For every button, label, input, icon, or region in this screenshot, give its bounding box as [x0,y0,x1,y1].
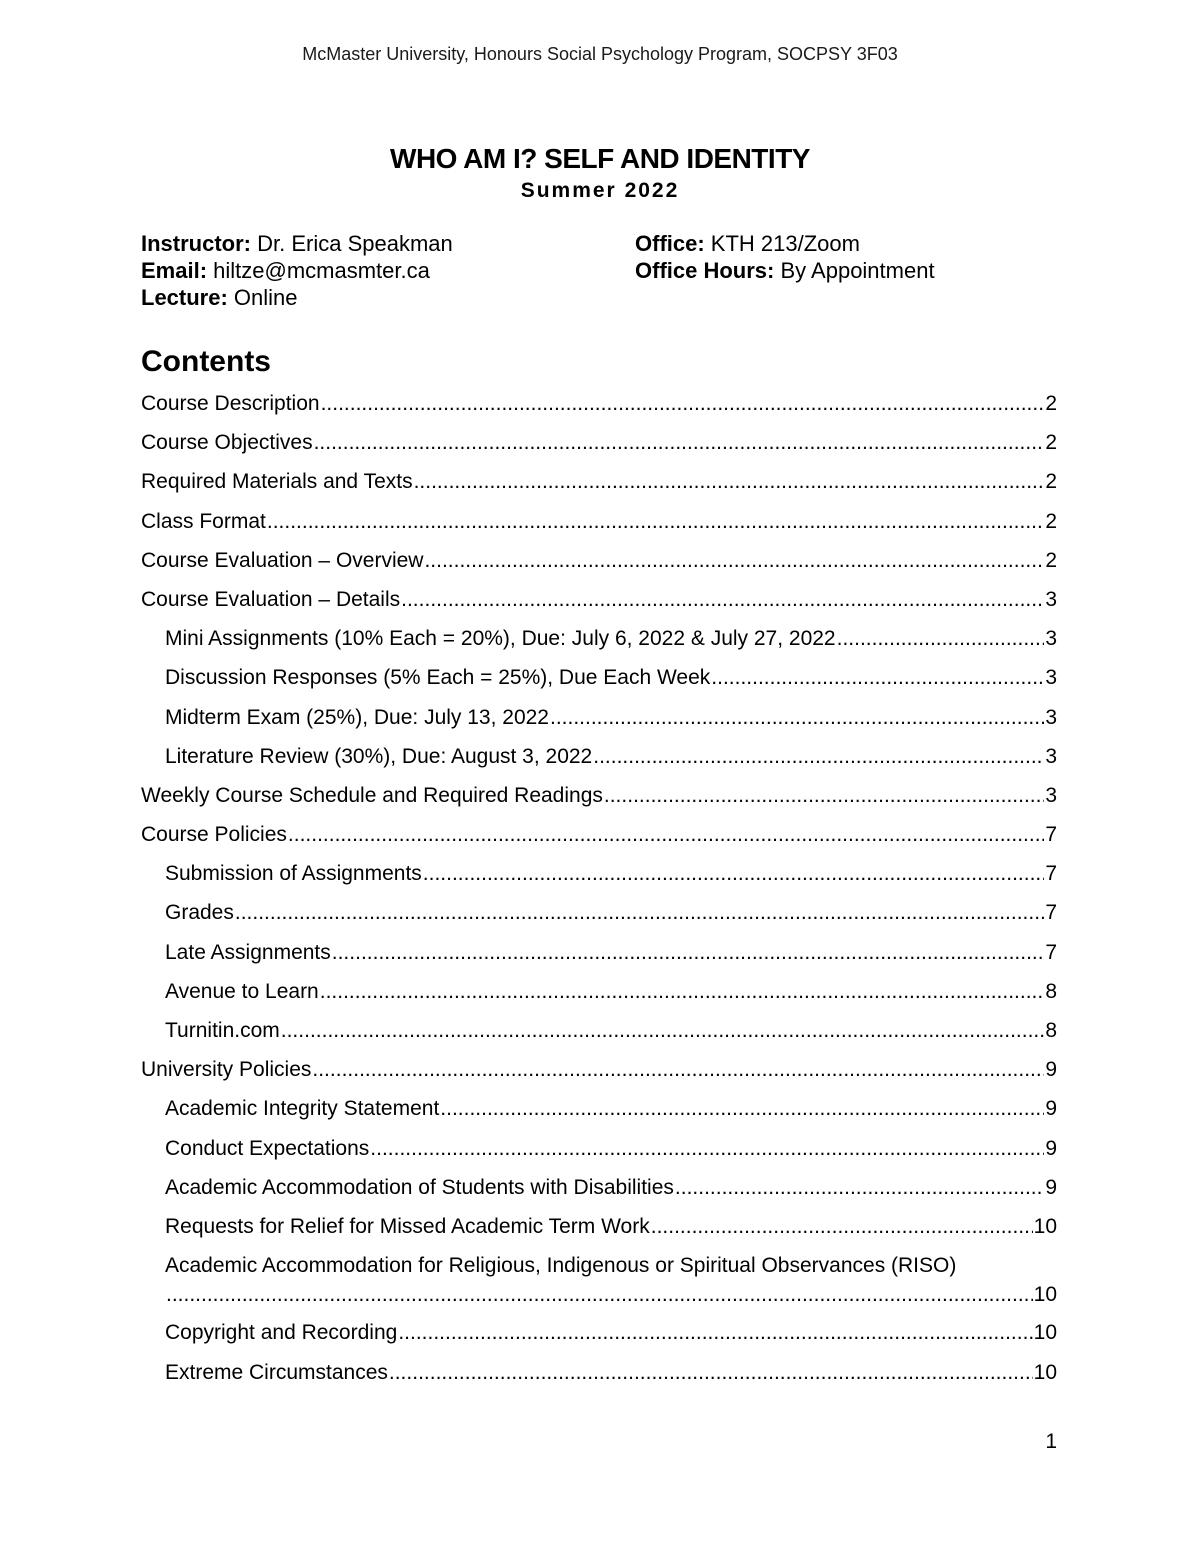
toc-entry-page: 2 [1045,509,1057,533]
toc-entry-copyright-recording[interactable] [141,1318,1057,1357]
office-hours-value: By Appointment [774,258,935,283]
toc-entry-label: Midterm Exam (25%), Due: July 13, 2022 [165,705,549,729]
toc-entry-label: Mini Assignments (10% Each = 20%), Due: July 6, 2022 & July 27, 2022 [165,627,836,651]
toc-dot-leader [370,1134,1044,1164]
toc-entry-page: 3 [1045,587,1057,611]
toc-entry-label: Copyright and Recording [165,1321,398,1345]
toc-dot-leader [604,781,1044,811]
toc-dot-leader [267,507,1044,537]
toc-entry-grades[interactable] [141,898,1057,937]
toc-entry-conduct-expectations[interactable] [141,1134,1057,1173]
toc-entry-label: Discussion Responses (5% Each = 25%), Due Each Week [165,666,711,690]
toc-dot-leader [320,977,1045,1007]
toc-entry-page: 9 [1045,1175,1057,1199]
toc-dot-leader [414,467,1045,497]
toc-entry-page: 10 [1033,1283,1057,1307]
toc-entry-page: 7 [1045,901,1057,925]
toc-entry-avenue-to-learn[interactable] [141,977,1057,1016]
toc-dot-leader [593,742,1044,772]
toc-entry-turnitin[interactable] [141,1016,1057,1055]
toc-entry-late-assignments[interactable] [141,938,1057,977]
toc-dot-leader [398,1318,1032,1348]
toc-entry-page: 9 [1045,1058,1057,1082]
office-line [635,230,935,257]
toc-entry-label: Required Materials and Texts [141,470,413,494]
toc-dot-leader [314,428,1045,458]
office-hours-label: Office Hours: [635,258,775,283]
toc-entry-page: 7 [1045,940,1057,964]
toc-entry-label: Academic Accommodation for Religious, Indigenous or Spiritual Observances (RISO) [165,1254,957,1278]
table-of-contents [141,389,1057,1397]
toc-entry-label: Literature Review (30%), Due: August 3, 2022 [165,744,593,768]
toc-entry-page: 3 [1045,666,1057,690]
toc-entry-label: Conduct Expectations [165,1136,370,1160]
email-line [141,257,453,284]
toc-entry-label: Avenue to Learn [165,979,319,1003]
document-title: WHO AM I? SELF AND IDENTITY [390,143,810,174]
toc-entry-evaluation-details[interactable] [141,585,1057,624]
toc-entry-course-description[interactable] [141,389,1057,428]
toc-entry-page: 3 [1045,705,1057,729]
lecture-line [141,284,453,311]
toc-entry-label: Turnitin.com [165,1019,280,1042]
toc-entry-page: 10 [1033,1321,1057,1345]
toc-entry-literature-review[interactable] [141,742,1057,781]
toc-dot-leader [288,820,1044,850]
toc-entry-required-materials[interactable] [141,467,1057,506]
email-value[interactable]: hiltze@mcmasmter.ca [207,258,430,283]
toc-entry-midterm-exam[interactable] [141,703,1057,742]
page-number: 1 [1045,1430,1057,1453]
toc-dot-leader [332,938,1045,968]
toc-entry-page: 2 [1045,548,1057,572]
toc-entry-page: 2 [1045,431,1057,455]
toc-entry-riso[interactable] [141,1251,1057,1318]
toc-entry-extreme-circumstances[interactable] [141,1358,1057,1397]
toc-dot-leader [711,663,1044,693]
instructor-value: Dr. Erica Speakman [251,231,453,256]
toc-entry-course-policies[interactable] [141,820,1057,859]
toc-entry-label: Course Evaluation – Details [141,587,401,611]
toc-dot-leader [837,624,1045,654]
toc-entry-discussion-responses[interactable] [141,663,1057,702]
toc-entry-page: 3 [1045,783,1057,807]
contents-heading: Contents [141,345,271,378]
toc-entry-page: 2 [1045,392,1057,415]
toc-entry-page: 8 [1045,979,1057,1003]
course-info-right [635,230,935,284]
toc-entry-submission[interactable] [141,859,1057,898]
toc-entry-page: 7 [1045,823,1057,847]
toc-entry-evaluation-overview[interactable] [141,546,1057,585]
toc-entry-weekly-schedule[interactable] [141,781,1057,820]
toc-entry-page: 2 [1045,470,1057,494]
toc-entry-page: 8 [1045,1019,1057,1042]
email-label: Email: [141,258,208,283]
toc-dot-leader [424,546,1044,576]
toc-entry-page: 10 [1033,1214,1057,1238]
running-header: McMaster University, Honours Social Psychology Program, SOCPSY 3F03 [302,44,898,64]
toc-entry-label: Class Format [141,509,266,533]
toc-dot-leader [321,389,1045,419]
toc-entry-label: Academic Integrity Statement [165,1097,440,1121]
toc-entry-academic-integrity[interactable] [141,1094,1057,1133]
toc-dot-leader [675,1173,1044,1203]
toc-entry-page: 9 [1045,1136,1057,1160]
toc-entry-mini-assignments[interactable] [141,624,1057,663]
toc-entry-label: University Policies [141,1058,312,1082]
toc-dot-leader [389,1358,1033,1388]
toc-dot-leader [166,1281,1033,1309]
toc-entry-label: Course Evaluation – Overview [141,548,424,572]
course-info-left [141,230,453,311]
toc-entry-label: Extreme Circumstances [165,1360,388,1384]
toc-entry-label: Submission of Assignments [165,862,422,886]
toc-dot-leader [550,703,1044,733]
toc-dot-leader [651,1212,1033,1242]
toc-entry-label: Course Policies [141,823,287,847]
toc-entry-course-objectives[interactable] [141,428,1057,467]
office-hours-line [635,257,935,284]
lecture-label: Lecture: [141,285,228,310]
toc-entry-label: Academic Accommodation of Students with Disabilities [165,1175,674,1199]
toc-entry-page: 3 [1045,627,1057,651]
toc-entry-label: Weekly Course Schedule and Required Readings [141,783,603,807]
toc-entry-university-policies[interactable] [141,1055,1057,1094]
toc-entry-class-format[interactable] [141,507,1057,546]
toc-dot-leader [440,1094,1044,1124]
document-term: Summer 2022 [520,179,680,202]
toc-dot-leader [401,585,1044,615]
toc-entry-label: Requests for Relief for Missed Academic Term Work [165,1214,650,1238]
toc-entry-missed-work-relief[interactable] [141,1212,1057,1251]
toc-entry-page: 7 [1045,862,1057,886]
toc-entry-label: Late Assignments [165,940,331,964]
toc-entry-page: 10 [1033,1360,1057,1384]
toc-entry-disabilities-accommodation[interactable] [141,1173,1057,1212]
toc-entry-page: 3 [1045,744,1057,768]
office-label: Office: [635,231,705,256]
toc-dot-leader [235,898,1044,928]
lecture-value: Online [227,285,298,310]
instructor-label: Instructor: [141,231,251,256]
toc-dot-leader [281,1016,1045,1046]
toc-entry-label: Course Description [141,392,320,415]
toc-entry-page: 9 [1045,1097,1057,1121]
instructor-line [141,230,453,257]
toc-entry-label: Course Objectives [141,431,313,455]
toc-entry-label: Grades [165,901,234,925]
toc-dot-leader [312,1055,1044,1085]
office-value: KTH 213/Zoom [704,231,860,256]
toc-dot-leader [423,859,1045,889]
